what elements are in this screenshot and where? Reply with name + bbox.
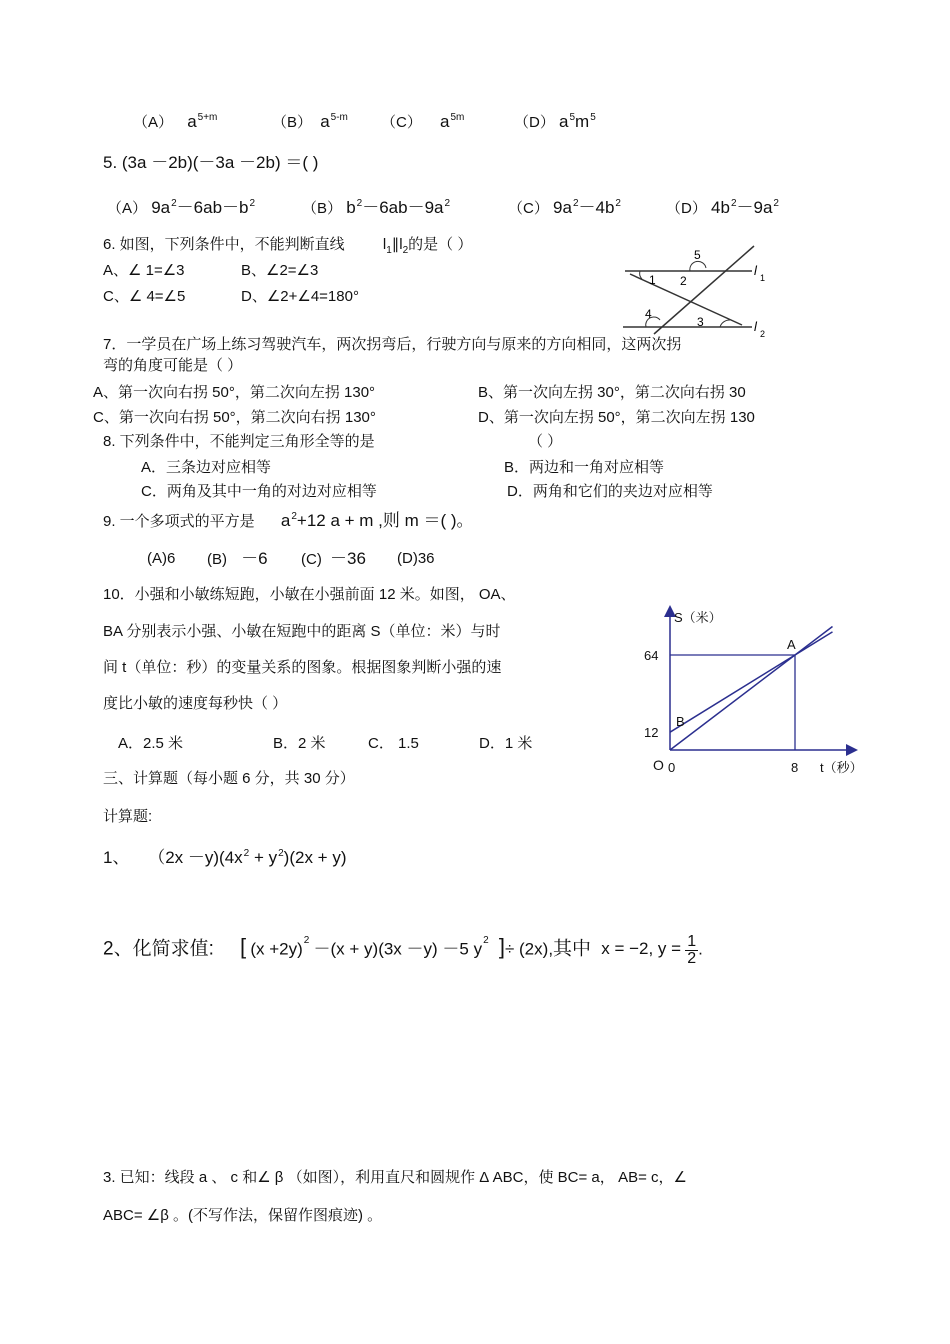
q10-option-c: C． 1.5 bbox=[368, 735, 419, 752]
q8-option-a: A．三条边对应相等 bbox=[141, 459, 272, 476]
q9-exp: 2 bbox=[291, 511, 297, 522]
q9-expr1: a bbox=[280, 511, 291, 530]
q9-option-c-value: －36 bbox=[330, 549, 366, 568]
q6-parallel-lines-figure bbox=[620, 240, 770, 340]
q6-option-a: A、∠ 1=∠3 bbox=[103, 262, 185, 279]
q4-option-b-math: a bbox=[320, 112, 330, 131]
problem-1-number: 1、 bbox=[103, 848, 130, 867]
problem-2 bbox=[103, 934, 703, 978]
q4-option-a bbox=[133, 113, 217, 132]
q5-option-b-exp: 2 bbox=[356, 198, 363, 209]
q7-option-a: A、第一次向右拐 50°，第二次向左拐 130° bbox=[93, 384, 376, 401]
q8-option-b: B．两边和一角对应相等 bbox=[504, 459, 665, 476]
fig-label-l2-sub: 2 bbox=[760, 329, 766, 339]
q5-option-a-math: 9a bbox=[151, 198, 171, 217]
q6-sub1: 1 bbox=[386, 245, 392, 256]
q9-option-b-label: (B) bbox=[207, 551, 227, 568]
section3-title: 三、计算题（每小题 6 分，共 30 分） bbox=[103, 770, 355, 787]
q5-option-a-exp2: 2 bbox=[249, 198, 256, 209]
q9-stem-text: 9. 一个多项式的平方是 bbox=[103, 513, 255, 530]
fraction-numerator: 1 bbox=[687, 933, 697, 950]
q4-option-c-exp: 5m bbox=[450, 112, 465, 123]
fig-label-2: 2 bbox=[680, 274, 687, 288]
q9-option-b-value: －6 bbox=[241, 549, 268, 568]
point-label-b: B bbox=[676, 714, 685, 730]
y-tick-label-12: 12 bbox=[644, 725, 659, 741]
fraction-denominator: 2 bbox=[687, 950, 697, 967]
q7-line1: 7．一学员在广场上练习驾驶汽车，两次拐弯后，行驶方向与原来的方向相同，这两次拐 bbox=[103, 336, 682, 353]
q4-option-d-math2: m bbox=[575, 112, 590, 131]
q8-option-c: C．两角及其中一角的对边对应相等 bbox=[141, 483, 377, 500]
q8-option-d: D．两角和它们的夹边对应相等 bbox=[507, 483, 713, 500]
angle-arc-3 bbox=[720, 320, 730, 327]
fig-label-3: 3 bbox=[697, 315, 704, 329]
q6-sub2: 2 bbox=[402, 245, 409, 256]
q5-option-c-rest: －4b bbox=[578, 198, 615, 217]
q5-option-c-exp2: 2 bbox=[615, 198, 621, 209]
q5-option-b-label: （B） bbox=[302, 200, 343, 217]
q5-option-d-exp: 2 bbox=[730, 198, 737, 209]
q5-option-a-rest: －6ab－b bbox=[176, 198, 249, 217]
problem-1-exp2: 2 bbox=[278, 848, 284, 859]
q10-distance-time-chart bbox=[630, 600, 870, 790]
q10-line1: 10．小强和小敏练短跑，小敏在小强前面 12 米。如图， OA、 bbox=[103, 586, 516, 603]
series-line-oa bbox=[670, 627, 833, 751]
q5-option-a-label: （A） bbox=[107, 200, 148, 217]
q5-option-c-exp: 2 bbox=[572, 198, 579, 209]
q6-option-b: B、∠2=∠3 bbox=[241, 262, 319, 279]
q5-option-c-label: （C） bbox=[508, 200, 549, 217]
problem-1-mid: + y bbox=[249, 848, 278, 867]
q5-option-b-math: b bbox=[346, 198, 356, 217]
q5-option-b bbox=[302, 199, 450, 218]
q5-option-d-label: （D） bbox=[666, 200, 707, 217]
problem-2-comma: , bbox=[548, 939, 554, 959]
problem-1-expr: （2x －y)(4x bbox=[148, 848, 243, 867]
q5-option-c bbox=[508, 199, 621, 218]
y-tick-label-64: 64 bbox=[644, 648, 659, 663]
q7-option-d: D、第一次向左拐 50°，第二次向左拐 130 bbox=[478, 409, 755, 426]
q5-option-c-math: 9a bbox=[553, 198, 572, 217]
problem-1-exp1: 2 bbox=[243, 848, 250, 859]
x-axis-label: t（秒） bbox=[820, 760, 863, 775]
problem-2-divisor: ÷ (2x) bbox=[504, 939, 549, 959]
q4-option-d-exp2: 5 bbox=[590, 112, 596, 123]
q4-option-d-exp1: 5 bbox=[569, 112, 576, 123]
q8-stem: 8. 下列条件中，不能判定三角形全等的是 bbox=[103, 433, 375, 450]
q6-line-l: l bbox=[382, 236, 387, 253]
x-tick-label-0: 0 bbox=[668, 760, 676, 775]
q7-line2: 弯的角度可能是（ ） bbox=[103, 357, 243, 374]
problem-2-bracket-open: [ bbox=[240, 934, 247, 960]
fig-label-l1-sub: 1 bbox=[760, 273, 766, 283]
q10-line4: 度比小敏的速度每秒快（ ） bbox=[103, 695, 288, 712]
q4-option-b-label: （B） bbox=[272, 114, 313, 131]
series-line-ba bbox=[670, 632, 833, 732]
problem-2-period: . bbox=[698, 939, 703, 959]
q9-expr2: +12 a + m ,则 m ＝( )。 bbox=[296, 511, 474, 530]
angle-arc-5 bbox=[690, 261, 706, 271]
point-label-a: A bbox=[787, 637, 796, 652]
q4-option-b bbox=[272, 113, 348, 132]
problem-2-fraction bbox=[685, 934, 698, 967]
origin-label: O bbox=[653, 757, 664, 773]
problem-3-line2: ABC= ∠β 。(不写作法，保留作图痕迹) 。 bbox=[103, 1207, 383, 1224]
q10-option-b: B．2 米 bbox=[273, 735, 326, 752]
q4-option-d bbox=[514, 113, 596, 132]
q9-option-c-label: (C) bbox=[301, 551, 322, 568]
fig-label-l1: l bbox=[754, 263, 757, 278]
q9-option-d: (D)36 bbox=[397, 550, 435, 567]
q4-option-a-exp: 5+m bbox=[197, 112, 218, 123]
fig-label-1: 1 bbox=[649, 273, 656, 287]
problem-1-tail: )(2x + y) bbox=[283, 848, 347, 867]
q4-option-d-math: a bbox=[559, 112, 569, 131]
q5-option-d-math: 4b bbox=[711, 198, 730, 217]
q4-option-d-label: （D） bbox=[514, 114, 555, 131]
q10-option-a: A．2.5 米 bbox=[118, 735, 184, 752]
problem-2-term2: －(x + y)(3x －y) －5 y bbox=[313, 939, 483, 959]
problem-2-bracket-close: ] bbox=[498, 934, 505, 960]
q4-option-c-label: （C） bbox=[381, 114, 422, 131]
problem-2-where: 其中 bbox=[553, 938, 592, 960]
section3-subtitle: 计算题: bbox=[103, 808, 153, 825]
q8-paren: （ ） bbox=[528, 433, 563, 450]
q5-option-b-rest: －6ab－9a bbox=[362, 198, 444, 217]
q6-stem bbox=[103, 236, 472, 260]
q4-option-a-label: （A） bbox=[133, 114, 174, 131]
q5-option-d-exp2: 2 bbox=[773, 198, 779, 209]
q5-option-d-rest: －9a bbox=[736, 198, 773, 217]
q5-option-a-exp: 2 bbox=[171, 198, 177, 209]
q9-stem bbox=[103, 512, 474, 531]
q4-option-c bbox=[381, 113, 464, 132]
q4-option-c-math: a bbox=[440, 112, 450, 131]
q7-option-b: B、第一次向左拐 30°，第二次向右拐 30 bbox=[478, 384, 746, 401]
q4-option-b-exp: 5-m bbox=[330, 112, 348, 123]
q6-stem-text: 6. 如图，下列条件中，不能判断直线 bbox=[103, 236, 345, 253]
problem-2-term1: (x +2y) bbox=[250, 939, 303, 959]
x-tick-label-8: 8 bbox=[791, 760, 799, 775]
q6-option-d: D、∠2+∠4=180° bbox=[241, 288, 359, 305]
problem-3-line1: 3. 已知：线段 a 、 c 和∠ β （如图），利用直尺和圆规作 Δ ABC，使 BC= a， AB= c，∠ bbox=[103, 1169, 687, 1186]
q4-option-a-math: a bbox=[187, 112, 197, 131]
q10-line3: 间 t（单位：秒）的变量关系的图象。根据图象判断小强的速 bbox=[103, 659, 502, 676]
problem-2-term1-exp: 2 bbox=[303, 935, 310, 946]
q7-option-c: C、第一次向右拐 50°，第二次向右拐 130° bbox=[93, 409, 376, 426]
q5-option-d bbox=[666, 199, 779, 218]
q9-option-c bbox=[301, 550, 366, 569]
q5-option-b-exp2: 2 bbox=[444, 198, 451, 209]
problem-1 bbox=[103, 849, 346, 867]
q10-option-d: D．1 米 bbox=[479, 735, 533, 752]
q5-option-a bbox=[107, 199, 255, 218]
problem-2-term2-exp: 2 bbox=[483, 935, 489, 946]
q5-stem: 5. (3a －2b)(－3a －2b) ＝( ) bbox=[103, 153, 319, 172]
problem-2-condition: x = −2, y = bbox=[601, 939, 682, 959]
fig-label-5: 5 bbox=[694, 248, 701, 262]
q6-option-c: C、∠ 4=∠5 bbox=[103, 288, 186, 305]
fig-label-4: 4 bbox=[645, 307, 652, 321]
q6-tail: 的是（ ） bbox=[408, 236, 473, 253]
q9-option-b bbox=[207, 550, 268, 569]
fig-label-l2: l bbox=[754, 319, 757, 334]
transversal-2 bbox=[654, 246, 754, 334]
problem-2-label: 2、化简求值: bbox=[103, 938, 214, 960]
y-axis-label: S（米） bbox=[674, 610, 722, 625]
q6-parallel: ∥l bbox=[391, 236, 403, 253]
q9-option-a: (A)6 bbox=[147, 550, 176, 567]
q10-line2: BA 分别表示小强、小敏在短跑中的距离 S（单位：米）与时 bbox=[103, 623, 501, 640]
